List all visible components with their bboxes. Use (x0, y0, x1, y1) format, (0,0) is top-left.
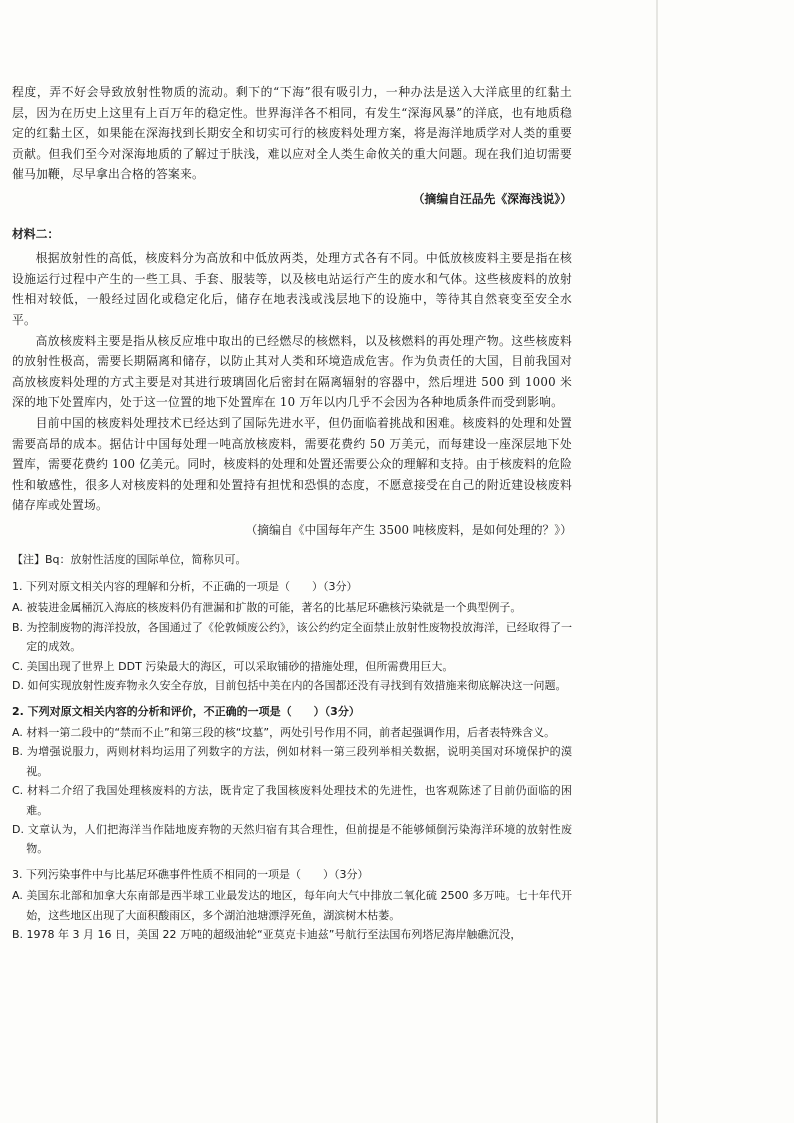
question-1-option-c: C. 美国出现了世界上 DDT 污染最大的海区，可以采取铺砂的措施处理，但所需费用巨大。 (12, 659, 454, 673)
material2-paragraph-1: 根据放射性的高低，核废料分为高放和中低放两类，处理方式各有不同。中低放核废料主要是指在核设施运行过程中产生的一些工具、手套、服装等，以及核电站运行产生的废水和气体。这些核废料的放射性相对较低，一般经过固化或稳定化后，储存在地表浅或浅层地下的设施中，等待其自然衰变至安全水平。 (12, 251, 572, 327)
question-2-option-a: A. 材料一第二段中的“禁而不止”和第三段的核“坟墓”，两处引号作用不同，前者起强调作用，后者表特殊含义。 (12, 725, 556, 739)
question-1-stem: 1. 下列对原文相关内容的理解和分析，不正确的一项是（ ）（3分） (12, 580, 358, 594)
material2-paragraph-2: 高放核废料主要是指从核反应堆中取出的已经燃尽的核燃料，以及核燃料的再处理产物。这些核废料的放射性极高，需要长期隔离和储存，以防止其对人类和环境造成危害。作为负责任的大国，目前我国对高放核废料处理的方式主要是对其进行玻璃固化后密封在隔离辐射的容器中，然后埋进 500 到 1000 米深的地下处置库内，处于这一位置的地下处置库在 10 万年以内几乎不会因为各种地质条件而受到影响。 (12, 333, 572, 410)
question-3-option-a: A. 美国东北部和加拿大东南部是西半球工业最发达的地区，每年向大气中排放二氧化硫 2500 多万吨。七十年代开始，这些地区出现了大面积酸雨区，多个湖泊池塘漂浮死鱼，湖滨树木枯萎。 (12, 889, 572, 922)
question-1-option-b: B. 为控制废物的海洋投放，各国通过了《伦敦倾废公约》，该公约约定全面禁止放射性废物投放海洋，已经取得了一定的成效。 (12, 620, 572, 654)
material2-paragraph-3: 目前中国的核废料处理技术已经达到了国际先进水平，但仍面临着挑战和困难。核废料的处理和处置需要高昂的成本。据估计中国每处理一吨高放核废料，需要花费约 50 万美元，而每建设一座深层地下处置库，需要花费约 100 亿美元。同时，核废料的处理和处置还需要公众的理解和支持。由于核废料的危险性和敏感性，很多人对核废料的处理和处置持有担忧和恐惧的态度，不愿意接受在自己的附近建设核废料储存库或处置场。 (12, 415, 572, 513)
question-2-option-c: C. 材料二介绍了我国处理核废料的方法，既肯定了我国核废料处理技术的先进性，也客观陈述了目前仍面临的困难。 (12, 784, 572, 817)
footnote: 【注】Bq：放射性活度的国际单位，简称贝可。 (12, 553, 247, 567)
question-3-option-b: B. 1978 年 3 月 16 日，美国 22 万吨的超级油轮“亚莫克卡迪兹”号航行至法国布列塔尼海岸触礁沉没， (12, 927, 522, 941)
question-1-option-a: A. 被装进金属桶沉入海底的核废料仍有泄漏和扩散的可能，著名的比基尼环礁核污染就是一个典型例子。 (12, 601, 522, 615)
material2-heading: 材料二： (12, 226, 60, 241)
question-3-stem: 3. 下列污染事件中与比基尼环礁事件性质不相同的一项是（ ）（3分） (12, 867, 369, 881)
question-2-option-b: B. 为增强说服力，两则材料均运用了列数字的方法，例如材料一第三段列举相关数据，说明美国对环境保护的漠视。 (12, 745, 572, 778)
question-1-option-d: D. 如何实现放射性废弃物永久安全存放，目前包括中美在内的各国都还没有寻找到有效措施来彻底解决这一问题。 (12, 679, 567, 693)
passage-intro-paragraph: 程度，弄不好会导致放射性物质的流动。剩下的“下海”很有吸引力，一种办法是送入大洋底里的红黏土层，因为在历史上这里有上百万年的稳定性。世界海洋各不相同，有发生“深海风暴”的洋底，也有地质稳定的红黏土区，如果能在深海找到长期安全和切实可行的核废料处理方案，将是海洋地质学对人类的重要贡献。但我们至今对深海地质的了解过于肤浅，难以应对全人类生命攸关的重大问题。现在我们迫切需要催马加鞭，尽早拿出合格的答案来。 (12, 85, 572, 182)
question-3 (12, 865, 572, 945)
reading-content (12, 82, 572, 944)
question-2-stem: 2. 下列对原文相关内容的分析和评价，不正确的一项是（ ）（3分） (12, 704, 360, 718)
question-2-option-d: D. 文章认为，人们把海洋当作陆地废弃物的天然归宿有其合理性，但前提是不能够倾倒污染海洋环境的放射性废物。 (12, 822, 572, 856)
question-1 (12, 577, 572, 695)
scan-edge-line (656, 0, 658, 1123)
source-citation-1: （摘编自汪品先《深海浅说》） (412, 191, 572, 206)
source-citation-2: （摘编自《中国每年产生 3500 吨核废料，是如何处理的？》） (245, 522, 572, 537)
question-2 (12, 702, 572, 859)
